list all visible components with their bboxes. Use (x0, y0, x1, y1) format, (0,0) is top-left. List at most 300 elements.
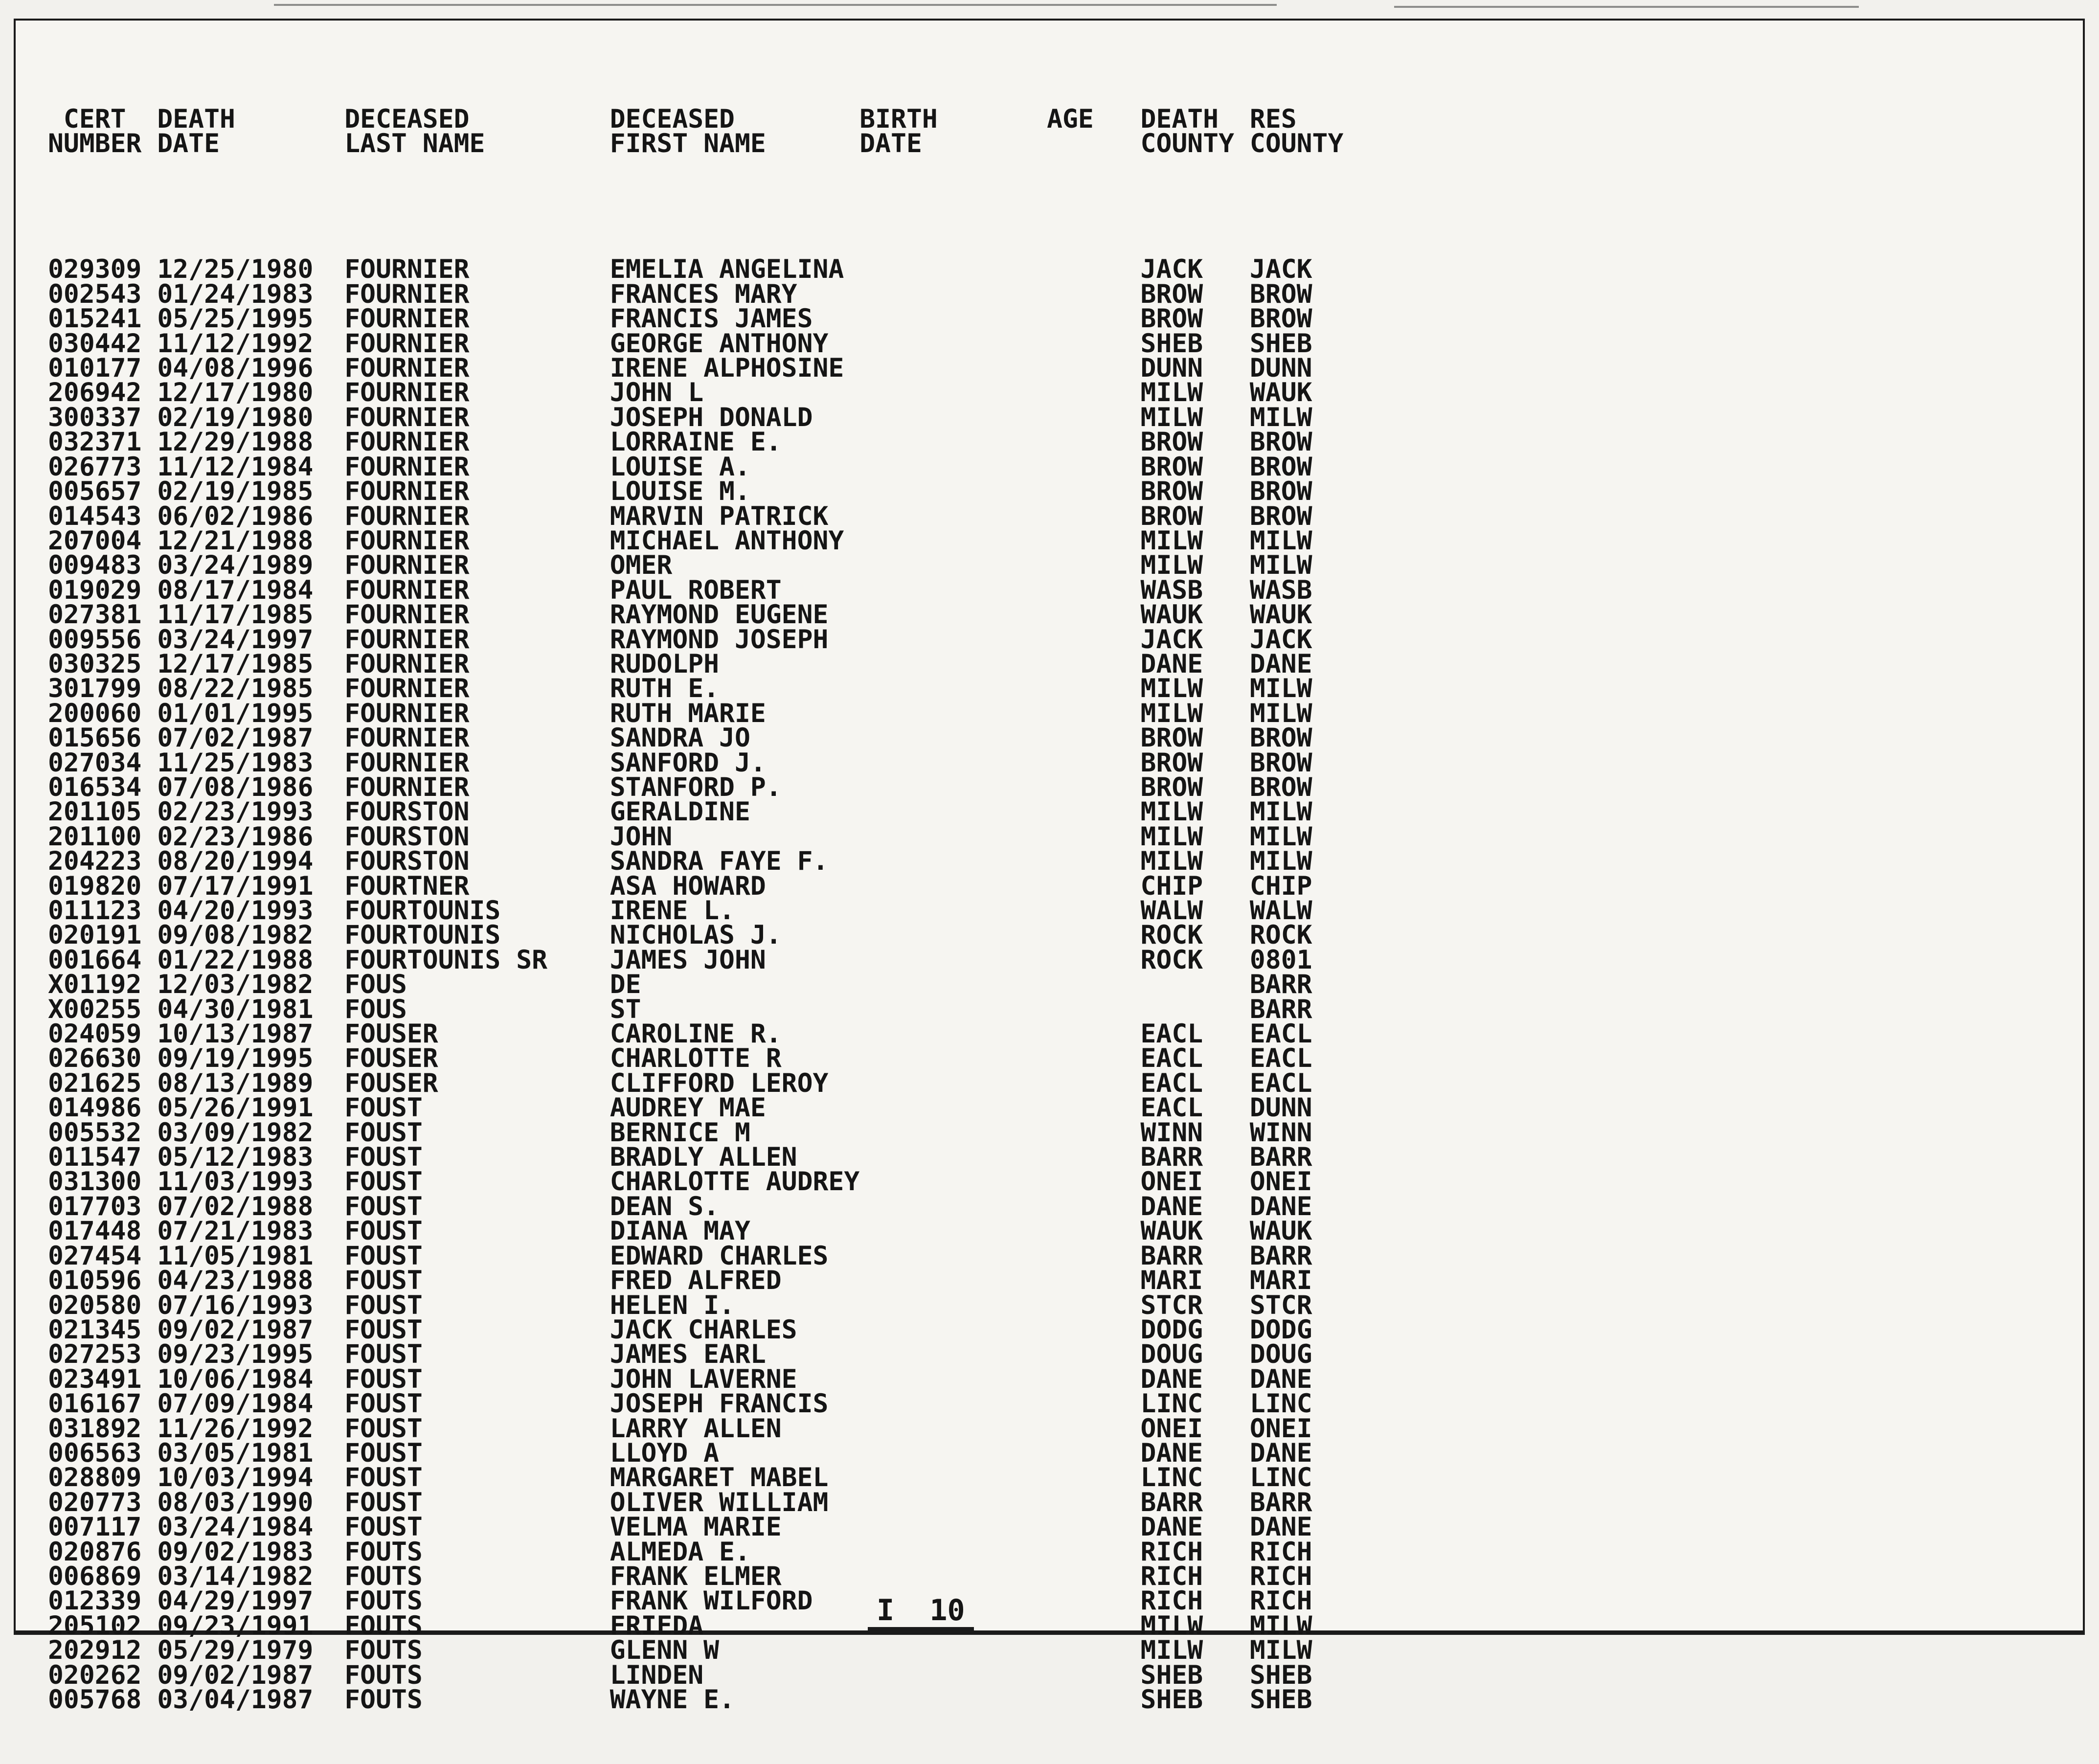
cell-death_date: 07/17/1991 (157, 871, 314, 901)
cell-deceased_first_name: FRIEDA (609, 1610, 704, 1641)
cell-deceased_last_name: FOURSTON (344, 797, 470, 827)
cell-death_county: STCR (1140, 1290, 1203, 1320)
cell-death_date: 12/29/1988 (157, 427, 314, 457)
cell-death_date: 03/24/1997 (157, 624, 314, 655)
cell-death_date: 06/02/1986 (157, 501, 314, 531)
cell-res_county: MILW (1249, 1610, 1312, 1641)
cell-cert_number: 020580 (48, 1290, 142, 1320)
cell-death_county: BROW (1140, 427, 1203, 457)
table-row (48, 1043, 1359, 1074)
cell-cert_number: 006869 (48, 1561, 142, 1591)
cell-death_county: MILW (1140, 674, 1203, 704)
cell-death_county: MILW (1140, 525, 1203, 556)
cell-death_county: MILW (1140, 402, 1203, 432)
cell-deceased_first_name: CAROLINE R. (609, 1019, 782, 1049)
cell-death_county: DANE (1140, 1438, 1203, 1468)
cell-cert_number: 009556 (48, 624, 142, 655)
col-header-deceased_first_name: FIRST NAME (609, 129, 766, 159)
cell-cert_number: 014986 (48, 1093, 142, 1123)
cell-res_county: STCR (1249, 1290, 1312, 1320)
table-row (48, 476, 1359, 507)
table-row (48, 1660, 1359, 1690)
cell-cert_number: 030442 (48, 328, 142, 359)
cell-deceased_last_name: FOURNIER (344, 304, 470, 334)
cell-deceased_first_name: MARVIN PATRICK (609, 501, 829, 531)
table-row (48, 723, 1359, 753)
cell-res_county: ONEI (1249, 1167, 1312, 1197)
cell-cert_number: 027253 (48, 1339, 142, 1370)
cell-death_county: JACK (1140, 624, 1203, 655)
cell-deceased_first_name: EMELIA ANGELINA (609, 254, 844, 285)
cell-cert_number: 012339 (48, 1586, 142, 1616)
table-row (48, 846, 1359, 877)
cell-deceased_last_name: FOURNIER (344, 550, 470, 581)
cell-res_county: DANE (1249, 1364, 1312, 1394)
cell-death_date: 12/17/1980 (157, 378, 314, 408)
table-row (48, 1314, 1359, 1345)
cell-cert_number: 016167 (48, 1389, 142, 1419)
cell-death_county: WALW (1140, 896, 1203, 926)
cell-res_county: MILW (1249, 846, 1312, 877)
cell-deceased_first_name: VELMA MARIE (609, 1512, 782, 1542)
table-row (48, 821, 1359, 852)
cell-deceased_last_name: FOURNIER (344, 575, 470, 605)
table-row (48, 1512, 1359, 1542)
cell-cert_number: 029309 (48, 254, 142, 285)
table-row (48, 1191, 1359, 1221)
cell-deceased_last_name: FOURNIER (344, 698, 470, 728)
cell-deceased_first_name: DE (609, 970, 641, 1000)
cell-deceased_first_name: ALMEDA E. (609, 1537, 750, 1567)
table-header (48, 104, 1359, 159)
cell-death_date: 03/04/1987 (157, 1685, 314, 1715)
cell-death_county: DUNN (1140, 353, 1203, 384)
table-row (48, 624, 1359, 655)
cell-death_county: MILW (1140, 1610, 1203, 1641)
table-row (48, 452, 1359, 482)
cell-deceased_last_name: FOURNIER (344, 328, 470, 359)
cell-death_county: MILW (1140, 1635, 1203, 1666)
cell-deceased_last_name: FOURSTON (344, 846, 470, 877)
cell-res_county: RICH (1249, 1537, 1312, 1567)
cell-death_county: DANE (1140, 1512, 1203, 1542)
cell-res_county: MILW (1249, 698, 1312, 728)
cell-deceased_first_name: OMER (609, 550, 673, 581)
cell-death_date: 10/13/1987 (157, 1019, 314, 1049)
cell-death_date: 07/09/1984 (157, 1389, 314, 1419)
cell-deceased_first_name: GEORGE ANTHONY (609, 328, 829, 359)
cell-death_date: 11/12/1992 (157, 328, 314, 359)
cell-cert_number: 011547 (48, 1142, 142, 1173)
table-row (48, 1290, 1359, 1320)
cell-cert_number: 020262 (48, 1660, 142, 1690)
cell-cert_number: 006563 (48, 1438, 142, 1468)
cell-death_county: WAUK (1140, 600, 1203, 630)
table-row (48, 575, 1359, 605)
cell-death_date: 09/02/1987 (157, 1314, 314, 1345)
cell-res_county: JACK (1249, 254, 1312, 285)
col-header-res_county: RES (1249, 104, 1297, 134)
table-row (48, 427, 1359, 457)
cell-deceased_first_name: LOUISE M. (609, 476, 750, 507)
table-row (48, 1487, 1359, 1517)
cell-res_county: MILW (1249, 821, 1312, 852)
cell-death_county: DOUG (1140, 1339, 1203, 1370)
cell-cert_number: 027034 (48, 747, 142, 778)
cell-death_date: 08/22/1985 (157, 674, 314, 704)
cell-death_date: 12/03/1982 (157, 970, 314, 1000)
cell-death_county: MILW (1140, 846, 1203, 877)
cell-deceased_last_name: FOUST (344, 1463, 423, 1493)
cell-cert_number: X01192 (48, 970, 142, 1000)
cell-cert_number: 015241 (48, 304, 142, 334)
cell-res_county: WAUK (1249, 1216, 1312, 1246)
cell-deceased_first_name: EDWARD CHARLES (609, 1241, 829, 1271)
cell-deceased_first_name: CLIFFORD LEROY (609, 1068, 829, 1098)
cell-deceased_first_name: RAYMOND JOSEPH (609, 624, 829, 655)
cell-deceased_last_name: FOURNIER (344, 452, 470, 482)
cell-death_date: 02/23/1986 (157, 821, 314, 852)
cell-deceased_first_name: DEAN S. (609, 1191, 720, 1221)
col-header-birth_date: DATE (859, 129, 922, 159)
cell-death_county: WINN (1140, 1117, 1203, 1148)
scanned-death-index-page (14, 19, 2085, 1715)
cell-deceased_last_name: FOUSER (344, 1043, 438, 1074)
cell-cert_number: 028809 (48, 1463, 142, 1493)
cell-deceased_last_name: FOUTS (344, 1537, 423, 1567)
cell-death_date: 01/24/1983 (157, 279, 314, 309)
cell-cert_number: 021625 (48, 1068, 142, 1098)
cell-death_date: 01/22/1988 (157, 945, 314, 975)
cell-res_county: BROW (1249, 427, 1312, 457)
table-row (48, 772, 1359, 802)
cell-death_date: 07/02/1987 (157, 723, 314, 753)
cell-deceased_last_name: FOURNIER (344, 723, 470, 753)
cell-deceased_first_name: SANFORD J. (609, 747, 766, 778)
cell-res_county: MARI (1249, 1266, 1312, 1296)
cell-deceased_last_name: FOURTOUNIS (344, 896, 501, 926)
table-row (48, 1685, 1359, 1715)
cell-cert_number: 201100 (48, 821, 142, 852)
cell-deceased_first_name: RUTH MARIE (609, 698, 766, 728)
cell-deceased_last_name: FOUST (344, 1117, 423, 1148)
cell-deceased_last_name: FOURTOUNIS (344, 920, 501, 950)
cell-deceased_first_name: LINDEN (609, 1660, 704, 1690)
cell-deceased_last_name: FOURNIER (344, 476, 470, 507)
cell-deceased_first_name: LOUISE A. (609, 452, 750, 482)
cell-res_county: WALW (1249, 896, 1312, 926)
cell-death_county: RICH (1140, 1561, 1203, 1591)
cell-deceased_first_name: MARGARET MABEL (609, 1463, 829, 1493)
cell-deceased_last_name: FOUST (344, 1438, 423, 1468)
cell-death_date: 03/05/1981 (157, 1438, 314, 1468)
cell-death_date: 08/17/1984 (157, 575, 314, 605)
cell-res_county: WASB (1249, 575, 1312, 605)
col-header-death_county: DEATH (1140, 104, 1219, 134)
table-row (48, 402, 1359, 432)
cell-deceased_last_name: FOURNIER (344, 600, 470, 630)
cell-deceased_last_name: FOUST (344, 1487, 423, 1517)
cell-death_county: MILW (1140, 550, 1203, 581)
cell-death_county: MILW (1140, 698, 1203, 728)
cell-res_county: BARR (1249, 1487, 1312, 1517)
cell-death_county: BARR (1140, 1487, 1203, 1517)
cell-deceased_first_name: RUDOLPH (609, 649, 720, 679)
cell-death_date: 09/19/1995 (157, 1043, 314, 1074)
cell-death_date: 02/23/1993 (157, 797, 314, 827)
cell-death_county: MILW (1140, 821, 1203, 852)
cell-deceased_first_name: AUDREY MAE (609, 1093, 766, 1123)
cell-death_date: 12/25/1980 (157, 254, 314, 285)
table-row (48, 1438, 1359, 1468)
cell-deceased_last_name: FOURNIER (344, 525, 470, 556)
cell-deceased_first_name: NICHOLAS J. (609, 920, 782, 950)
cell-deceased_last_name: FOUTS (344, 1561, 423, 1591)
cell-res_county: BROW (1249, 747, 1312, 778)
table-row (48, 1019, 1359, 1049)
cell-res_county: MILW (1249, 525, 1312, 556)
cell-res_county: BROW (1249, 723, 1312, 753)
cell-cert_number: 030325 (48, 649, 142, 679)
cell-cert_number: 015656 (48, 723, 142, 753)
cell-death_date: 05/25/1995 (157, 304, 314, 334)
cell-res_county: SHEB (1249, 328, 1312, 359)
cell-deceased_first_name: IRENE L. (609, 896, 735, 926)
col-header-res_county: COUNTY (1249, 129, 1344, 159)
table-row (48, 1266, 1359, 1296)
cell-res_county: MILW (1249, 1635, 1312, 1666)
table-row (48, 1463, 1359, 1493)
cell-res_county: DANE (1249, 1512, 1312, 1542)
cell-death_date: 05/29/1979 (157, 1635, 314, 1666)
table-row (48, 945, 1359, 975)
cell-death_date: 08/13/1989 (157, 1068, 314, 1098)
col-header-deceased_last_name: LAST NAME (344, 129, 485, 159)
cell-cert_number: 200060 (48, 698, 142, 728)
cell-res_county: MILW (1249, 674, 1312, 704)
cell-death_county: BROW (1140, 304, 1203, 334)
cell-death_date: 07/08/1986 (157, 772, 314, 802)
cell-cert_number: 024059 (48, 1019, 142, 1049)
col-header-birth_date: BIRTH (859, 104, 938, 134)
cell-death_county: EACL (1140, 1043, 1203, 1074)
cell-deceased_last_name: FOURTOUNIS SR (344, 945, 548, 975)
cell-deceased_last_name: FOURNIER (344, 427, 470, 457)
cell-res_county: DANE (1249, 649, 1312, 679)
cell-deceased_last_name: FOURNIER (344, 254, 470, 285)
cell-deceased_first_name: OLIVER WILLIAM (609, 1487, 829, 1517)
table-row (48, 1167, 1359, 1197)
cell-death_date: 05/12/1983 (157, 1142, 314, 1173)
table-row (48, 674, 1359, 704)
cell-deceased_first_name: GERALDINE (609, 797, 750, 827)
table-row (48, 1068, 1359, 1098)
cell-res_county: MILW (1249, 550, 1312, 581)
cell-cert_number: 011123 (48, 896, 142, 926)
cell-death_date: 11/26/1992 (157, 1413, 314, 1444)
cell-death_county: LINC (1140, 1463, 1203, 1493)
scan-artifact (1394, 6, 1859, 8)
cell-death_date: 04/29/1997 (157, 1586, 314, 1616)
cell-cert_number: 204223 (48, 846, 142, 877)
cell-cert_number: 032371 (48, 427, 142, 457)
cell-death_county: MARI (1140, 1266, 1203, 1296)
header-row-1 (48, 104, 1359, 134)
cell-deceased_last_name: FOUTS (344, 1685, 423, 1715)
cell-cert_number: 026773 (48, 452, 142, 482)
cell-deceased_first_name: JACK CHARLES (609, 1314, 797, 1345)
cell-deceased_first_name: BRADLY ALLEN (609, 1142, 797, 1173)
col-header-cert_number: CERT (48, 104, 126, 134)
cell-res_county: DOUG (1249, 1339, 1312, 1370)
cell-res_county: DANE (1249, 1191, 1312, 1221)
cell-res_county: BROW (1249, 279, 1312, 309)
cell-death_county: BROW (1140, 772, 1203, 802)
cell-death_date: 02/19/1985 (157, 476, 314, 507)
cell-deceased_last_name: FOURNIER (344, 674, 470, 704)
cell-deceased_last_name: FOUST (344, 1191, 423, 1221)
cell-death_county: BROW (1140, 452, 1203, 482)
cell-deceased_last_name: FOUST (344, 1389, 423, 1419)
cell-deceased_last_name: FOURNIER (344, 402, 470, 432)
cell-death_date: 08/03/1990 (157, 1487, 314, 1517)
cell-deceased_first_name: DIANA MAY (609, 1216, 750, 1246)
col-header-deceased_last_name: DECEASED (344, 104, 470, 134)
table-row (48, 1364, 1359, 1394)
cell-deceased_first_name: JOHN L (609, 378, 704, 408)
cell-cert_number: 020773 (48, 1487, 142, 1517)
cell-deceased_first_name: JAMES JOHN (609, 945, 766, 975)
table-body (48, 254, 1359, 1715)
cell-cert_number: 027381 (48, 600, 142, 630)
table-row (48, 797, 1359, 827)
cell-res_county: JACK (1249, 624, 1312, 655)
cell-death_date: 07/21/1983 (157, 1216, 314, 1246)
table-row (48, 1586, 1359, 1616)
cell-cert_number: 207004 (48, 525, 142, 556)
cell-death_date: 03/24/1989 (157, 550, 314, 581)
cell-res_county: 0801 (1249, 945, 1312, 975)
table-row (48, 747, 1359, 778)
cell-res_county: BARR (1249, 1142, 1312, 1173)
cell-deceased_first_name: BERNICE M (609, 1117, 750, 1148)
cell-res_county: MILW (1249, 402, 1312, 432)
table-row (48, 304, 1359, 334)
cell-deceased_last_name: FOURNIER (344, 624, 470, 655)
cell-death_date: 10/06/1984 (157, 1364, 314, 1394)
cell-deceased_last_name: FOUST (344, 1314, 423, 1345)
cell-death_county: BROW (1140, 501, 1203, 531)
cell-res_county: ONEI (1249, 1413, 1312, 1444)
cell-death_county: BARR (1140, 1241, 1203, 1271)
cell-cert_number: 010177 (48, 353, 142, 384)
cell-death_county: RICH (1140, 1586, 1203, 1616)
cell-deceased_last_name: FOUST (344, 1290, 423, 1320)
cell-res_county: EACL (1249, 1043, 1312, 1074)
scan-artifact (274, 4, 1277, 6)
cell-cert_number: 009483 (48, 550, 142, 581)
cell-deceased_first_name: WAYNE E. (609, 1685, 735, 1715)
cell-res_county: BROW (1249, 501, 1312, 531)
cell-res_county: BROW (1249, 772, 1312, 802)
table-row (48, 1635, 1359, 1666)
cell-death_date: 02/19/1980 (157, 402, 314, 432)
cell-cert_number: 020876 (48, 1537, 142, 1567)
cell-cert_number: 005768 (48, 1685, 142, 1715)
cell-death_county: MILW (1140, 378, 1203, 408)
table-row (48, 1413, 1359, 1444)
cell-cert_number: 300337 (48, 402, 142, 432)
report-content (48, 58, 1359, 1762)
table-row (48, 353, 1359, 384)
cell-deceased_last_name: FOUSER (344, 1019, 438, 1049)
col-header-age: AGE (1047, 104, 1094, 134)
cell-deceased_last_name: FOUSER (344, 1068, 438, 1098)
cell-deceased_first_name: JOHN LAVERNE (609, 1364, 797, 1394)
cell-res_county: EACL (1249, 1068, 1312, 1098)
cell-deceased_last_name: FOUST (344, 1167, 423, 1197)
cell-cert_number: 007117 (48, 1512, 142, 1542)
table-row (48, 525, 1359, 556)
table-row (48, 920, 1359, 950)
cell-death_date: 03/14/1982 (157, 1561, 314, 1591)
cell-cert_number: 027454 (48, 1241, 142, 1271)
cell-death_county: ONEI (1140, 1167, 1203, 1197)
cell-death_date: 11/17/1985 (157, 600, 314, 630)
table-row (48, 871, 1359, 901)
cell-cert_number: 019820 (48, 871, 142, 901)
cell-death_county: BARR (1140, 1142, 1203, 1173)
cell-deceased_last_name: FOURNIER (344, 279, 470, 309)
cell-deceased_first_name: ST (609, 994, 641, 1024)
cell-res_county: BROW (1249, 476, 1312, 507)
col-header-death_county: COUNTY (1140, 129, 1234, 159)
cell-deceased_last_name: FOUTS (344, 1610, 423, 1641)
cell-death_county: BROW (1140, 723, 1203, 753)
cell-deceased_first_name: FRANCIS JAMES (609, 304, 813, 334)
cell-deceased_first_name: FRANK WILFORD (609, 1586, 813, 1616)
cell-death_county: ONEI (1140, 1413, 1203, 1444)
table-row (48, 1093, 1359, 1123)
cell-res_county: ROCK (1249, 920, 1312, 950)
cell-death_county: RICH (1140, 1537, 1203, 1567)
cell-deceased_last_name: FOUST (344, 1216, 423, 1246)
cell-deceased_first_name: CHARLOTTE R (609, 1043, 782, 1074)
cell-death_county: MILW (1140, 797, 1203, 827)
cell-death_county: BROW (1140, 279, 1203, 309)
cell-deceased_last_name: FOURNIER (344, 747, 470, 778)
cell-death_date: 11/05/1981 (157, 1241, 314, 1271)
cell-res_county: DANE (1249, 1438, 1312, 1468)
cell-deceased_last_name: FOURNIER (344, 501, 470, 531)
cell-death_county: DANE (1140, 1364, 1203, 1394)
col-header-cert_number: NUMBER (48, 129, 142, 159)
table-row (48, 698, 1359, 728)
cell-cert_number: 017448 (48, 1216, 142, 1246)
cell-deceased_first_name: FRANCES MARY (609, 279, 797, 309)
cell-death_county: DANE (1140, 649, 1203, 679)
cell-death_date: 09/23/1995 (157, 1339, 314, 1370)
cell-res_county: RICH (1249, 1586, 1312, 1616)
cell-deceased_first_name: CHARLOTTE AUDREY (609, 1167, 860, 1197)
cell-deceased_last_name: FOURTNER (344, 871, 470, 901)
cell-res_county: RICH (1249, 1561, 1312, 1591)
cell-death_date: 09/08/1982 (157, 920, 314, 950)
cell-cert_number: 017703 (48, 1191, 142, 1221)
cell-death_county: EACL (1140, 1093, 1203, 1123)
cell-death_county: EACL (1140, 1019, 1203, 1049)
cell-deceased_last_name: FOURNIER (344, 353, 470, 384)
